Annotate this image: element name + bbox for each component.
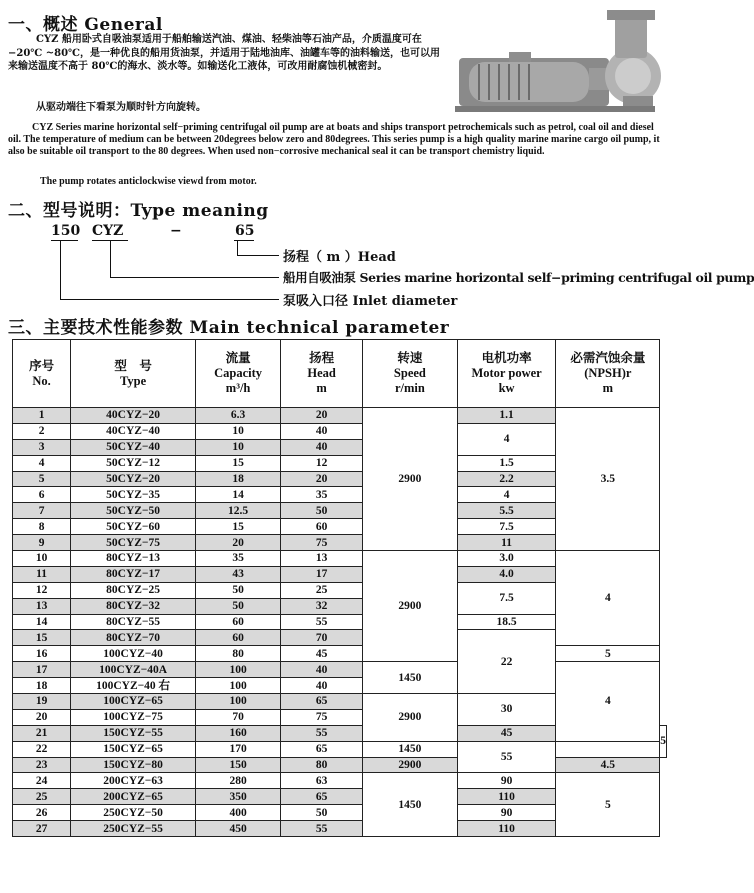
table-cell: 15 [195,519,280,535]
header-head: 扬程 Head m [281,340,363,408]
table-row [13,646,667,662]
speed-cell: 2900 [363,551,458,662]
table-cell: 9 [13,535,71,551]
table-cell: 7 [13,503,71,519]
table-cell: 1 [13,408,71,424]
table-cell: 80CYZ−32 [71,598,196,614]
type-label-series: 船用自吸油泵 Series marine horizontal self−priming centrifugal oil pump [283,270,754,285]
parameter-table [12,339,667,837]
type-label-head: 扬程（ m ）Head [283,250,396,265]
table-cell: 23 [13,757,71,773]
table-cell: 90 [457,805,556,821]
table-cell: 60 [281,519,363,535]
speed-cell: 1450 [363,773,458,837]
table-cell: 80CYZ−17 [71,566,196,582]
table-cell: 70 [281,630,363,646]
pump-image [455,6,665,116]
table-cell: 2900 [363,757,458,773]
table-cell: 15 [195,455,280,471]
table-cell: 13 [281,551,363,567]
table-cell: 18 [13,678,71,694]
table-cell: 110 [457,789,556,805]
general-en-rotation: The pump rotates anticlockwise viewd from motor. [40,176,257,187]
table-cell: 100CYZ−40 右 [71,678,196,694]
table-cell: 27 [13,821,71,837]
table-cell: 12 [281,455,363,471]
table-cell: 5 [13,471,71,487]
table-cell: 100CYZ−40A [71,662,196,678]
table-cell: 50 [281,503,363,519]
power-cell: 22 [457,630,556,694]
table-cell: 7.5 [457,519,556,535]
header-speed: 转速 Speed r/min [363,340,458,408]
table-cell: 75 [281,709,363,725]
section-title-general: 一、概述 General [8,15,163,35]
speed-cell: 2900 [363,408,458,551]
table-cell: 40CYZ−20 [71,408,196,424]
table-cell: 26 [13,805,71,821]
type-label-inlet: 泵吸入口径 Inlet diameter [283,294,458,309]
table-cell: 24 [13,773,71,789]
table-cell: 80CYZ−25 [71,582,196,598]
table-cell: 100 [195,662,280,678]
table-cell: 60 [195,614,280,630]
table-cell: 17 [13,662,71,678]
table-cell: 150CYZ−55 [71,725,196,741]
table-cell: 50CYZ−35 [71,487,196,503]
table-cell: 50 [195,582,280,598]
table-cell: 40 [281,662,363,678]
table-cell: 12.5 [195,503,280,519]
table-cell: 20 [281,408,363,424]
table-cell: 12 [13,582,71,598]
header-capacity: 流量 Capacity m³/h [195,340,280,408]
type-code-series: CYZ [92,223,124,239]
table-cell: 40CYZ−40 [71,423,196,439]
table-cell: 4 [13,455,71,471]
table-cell: 14 [13,614,71,630]
table-cell: 60 [195,630,280,646]
table-cell: 1450 [363,741,458,757]
table-cell: 350 [195,789,280,805]
header-npsh: 必需汽蚀余量 (NPSH)r m [556,340,660,408]
table-cell: 250CYZ−55 [71,821,196,837]
table-cell: 50CYZ−20 [71,471,196,487]
table-cell: 45 [457,725,556,741]
type-code-dash: − [170,223,182,239]
table-cell: 2.2 [457,471,556,487]
table-cell: 110 [457,821,556,837]
table-cell: 100CYZ−75 [71,709,196,725]
table-cell: 35 [281,487,363,503]
table-cell: 13 [13,598,71,614]
table-cell: 50CYZ−60 [71,519,196,535]
table-cell: 8 [13,519,71,535]
general-cn-text: CYZ 船用卧式自吸油泵适用于船舶输送汽油、煤油、轻柴油等石油产品，介质温度可在 −20℃ ~80℃，是一种优良的船用货油泵，并适用于陆地油库、油罐车等的油料输送，也可以用来输送温度不高于 80℃的海水、淡水等。如输送化工液体，可改用耐腐蚀机械密封。 [8,34,441,72]
table-cell: 40 [281,678,363,694]
table-cell: 45 [281,646,363,662]
general-en-text: CYZ Series marine horizontal self−priming centrifugal oil pump are at boats and ships transport petrochemicals such as petrol, coal oil and diesel oil. The temperature of medium can be between 20degrees below zero and 80degrees. This series pump is a high quality marine marine cargo oil pump, it also be suitable oil transport to the 80 degrees. When used non−corrosive mechanical seal it can be transport chemistry liquid. [8,122,660,157]
table-cell: 4.5 [556,757,660,773]
table-cell: 10 [195,423,280,439]
section-title-type-meaning: 二、型号说明：Type meaning [8,201,269,221]
general-cn-rotation: 从驱动端往下看泵为顺时针方向旋转。 [36,102,206,113]
table-cell: 150CYZ−80 [71,757,196,773]
table-cell: 63 [281,773,363,789]
power-cell: 4 [457,423,556,455]
table-cell: 19 [13,694,71,710]
table-cell: 35 [195,551,280,567]
table-cell: 200CYZ−63 [71,773,196,789]
table-cell: 1.5 [457,455,556,471]
table-cell: 15 [13,630,71,646]
table-cell: 2 [13,423,71,439]
speed-cell: 1450 [363,662,458,694]
table-cell: 80CYZ−55 [71,614,196,630]
header-type: 型 号 Type [71,340,196,408]
table-cell: 20 [281,471,363,487]
table-cell: 200CYZ−65 [71,789,196,805]
table-cell: 150 [195,757,280,773]
table-cell: 32 [281,598,363,614]
power-cell: 55 [457,741,556,773]
table-cell: 43 [195,566,280,582]
table-cell: 50CYZ−12 [71,455,196,471]
table-cell: 65 [281,741,363,757]
table-cell: 100 [195,694,280,710]
table-cell: 55 [281,614,363,630]
header-power: 电机功率 Motor power kw [457,340,556,408]
table-cell: 100 [195,678,280,694]
table-cell: 65 [281,789,363,805]
type-code-diameter: 150 [51,223,81,239]
table-cell: 20 [195,535,280,551]
table-cell: 170 [195,741,280,757]
npsh-cell: 5 [556,773,660,837]
npsh-cell: 4 [556,662,660,741]
table-cell: 250CYZ−50 [71,805,196,821]
table-cell: 75 [281,535,363,551]
table-row [13,408,667,424]
power-cell: 7.5 [457,582,556,614]
table-cell: 21 [13,725,71,741]
table-row [13,551,667,567]
table-cell: 100CYZ−40 [71,646,196,662]
table-cell: 25 [13,789,71,805]
table-cell: 50 [195,598,280,614]
section-title-params: 三、主要技术性能参数 Main technical parameter [8,318,450,338]
table-cell: 40 [281,423,363,439]
table-cell: 50CYZ−40 [71,439,196,455]
table-row [13,662,667,678]
table-cell: 4.0 [457,566,556,582]
table-cell: 55 [281,821,363,837]
table-cell: 80 [195,646,280,662]
table-cell: 6.3 [195,408,280,424]
npsh-cell: 3.5 [556,408,660,551]
table-cell: 6 [13,487,71,503]
table-cell: 25 [281,582,363,598]
table-cell: 50CYZ−75 [71,535,196,551]
table-cell: 4 [457,487,556,503]
table-cell: 100CYZ−65 [71,694,196,710]
table-cell: 10 [195,439,280,455]
npsh-cell: 5 [660,725,667,757]
table-cell: 160 [195,725,280,741]
table-cell: 16 [13,646,71,662]
speed-cell: 2900 [363,694,458,742]
table-cell: 400 [195,805,280,821]
table-cell: 55 [281,725,363,741]
table-cell: 80CYZ−13 [71,551,196,567]
table-cell: 18.5 [457,614,556,630]
table-cell: 3.0 [457,551,556,567]
table-cell: 5 [556,646,660,662]
table-cell: 80CYZ−70 [71,630,196,646]
table-cell: 14 [195,487,280,503]
table-cell: 40 [281,439,363,455]
table-cell: 10 [13,551,71,567]
table-cell: 11 [457,535,556,551]
table-cell: 22 [13,741,71,757]
type-code-head: 65 [235,223,255,239]
npsh-cell: 4 [556,551,660,646]
table-cell: 5.5 [457,503,556,519]
table-cell: 90 [457,773,556,789]
table-cell: 80 [281,757,363,773]
table-row [13,773,667,789]
table-cell: 1.1 [457,408,556,424]
table-cell: 70 [195,709,280,725]
table-row [13,757,667,773]
table-row [13,741,667,757]
power-cell: 30 [457,694,556,726]
table-cell: 450 [195,821,280,837]
header-no: 序号 No. [13,340,71,408]
table-cell: 50 [281,805,363,821]
table-cell: 65 [281,694,363,710]
table-cell: 17 [281,566,363,582]
table-cell: 150CYZ−65 [71,741,196,757]
table-cell: 11 [13,566,71,582]
table-cell: 50CYZ−50 [71,503,196,519]
table-cell: 3 [13,439,71,455]
table-cell: 20 [13,709,71,725]
table-header-row [13,340,667,408]
table-cell: 280 [195,773,280,789]
table-cell: 18 [195,471,280,487]
